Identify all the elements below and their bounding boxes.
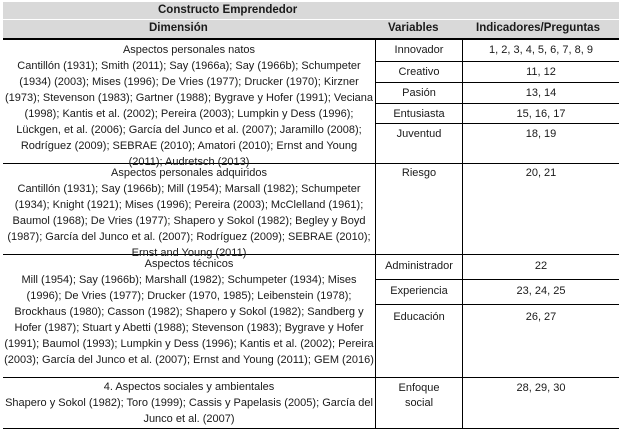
dimension-references: Cantillón (1931); Smith (2011); Say (1966a); Say (1966b); Schumpeter (1934) (2003); Mises (1996); De Vries (1977); Drucker (1970); Kirzner (1973); Stevenson (1983); Gartner (1988); Bygrave y Hofer (1991); Veciana (1998); Kantis et al. (2002); Pereira (2003); Lumpkin y Dess (1996); Lückgen, et al. (2006); García del Junco et al. (2007); Jaramillo (2008); Rodríguez (2009); SEBRAE (2010); Amatori (2010); Ernst and Young (2011); Audretsch (2013) (4, 60, 374, 168)
col-header-indicators: Indicadores/Preguntas (476, 22, 600, 34)
table-bottom-rule (3, 428, 619, 429)
header-rule (3, 38, 619, 40)
variable-cell: Educación (393, 311, 445, 323)
dimension-title: Aspectos técnicos (144, 258, 234, 270)
indicator-cell: 11, 12 (526, 66, 556, 78)
indicator-cell: 13, 14 (525, 87, 557, 99)
indicator-cell: 22 (534, 260, 548, 272)
variable-cell: Innovador (394, 44, 444, 56)
dimension-cell (3, 165, 375, 261)
variable-cell: Experiencia (390, 285, 448, 297)
indicator-cell: 28, 29, 30 (516, 382, 566, 394)
indicator-cell: 23, 24, 25 (516, 285, 566, 297)
row-divider (376, 123, 619, 124)
column-header-row (3, 20, 619, 39)
dimension-cell (3, 256, 375, 368)
variable-cell: Juventud (396, 128, 442, 140)
dimension-references: Mill (1954); Say (1966b); Marshall (1982); Schumpeter (1934); Mises (1996); De Vries (1977); Drucker (1970, 1985); Leibenstein (1978); Brockhaus (1980); Casson (1982); Shapero y Sokol (1982); Sandberg y Hofer (1987); Stuart y Abetti (1988); Stevenson (1983); Bygrave y Hofer (1991); Baumol (1993); Lumpkin y Dess (1996); Kantis et al. (2002); Pereira (2003); García del Junco et al. (2007); Ernst and Young (2011); GEM (2016) (4, 274, 374, 366)
row-divider (376, 279, 619, 280)
section-divider (3, 377, 619, 378)
variable-cell: Creativo (398, 66, 440, 78)
col-header-dimension: Dimensión (149, 22, 208, 34)
dimension-cell (3, 42, 375, 170)
indicator-cell: 1, 2, 3, 4, 5, 6, 7, 8, 9 (489, 44, 593, 56)
variable-cell: Riesgo (401, 167, 437, 179)
indicator-cell: 26, 27 (525, 311, 557, 323)
indicator-cell: 20, 21 (525, 167, 557, 179)
dimension-cell (3, 379, 375, 427)
dimension-title: Aspectos personales natos (122, 44, 256, 56)
dimension-title: 4. Aspectos sociales y ambientales (103, 381, 275, 393)
row-divider (376, 103, 619, 104)
row-divider (376, 304, 619, 305)
variable-cell: Enfoque social (398, 382, 440, 409)
indicator-cell: 18, 19 (525, 128, 557, 140)
col-header-variables: Variables (388, 22, 439, 34)
variable-cell: Pasión (402, 87, 436, 99)
row-divider (376, 61, 619, 62)
table-title: Constructo Emprendedor (3, 2, 619, 19)
row-divider (376, 82, 619, 83)
indicator-cell: 15, 16, 17 (516, 108, 566, 120)
variable-cell: Administrador (385, 260, 453, 272)
dimension-references: Shapero y Sokol (1982); Toro (1999); Cassis y Papelasis (2005); García del Junco et al. (2007) (5, 397, 373, 425)
variable-cell: Entusiasta (393, 108, 445, 120)
dimension-title: Aspectos personales adquiridos (111, 167, 267, 179)
dimension-references: Cantillón (1931); Say (1966b); Mill (1954); Marsall (1982); Schumpeter (1934); Knight (1921); Mises (1996); Pereira (2003); McClelland (1961); Baumol (1968); De Vries (1977); Shapero y Sokol (1982); Begley y Boyd (1987); García del Junco et al. (2007); Rodríguez (2009); SEBRAE (2010); Ernst and Young (2011) (7, 183, 371, 259)
